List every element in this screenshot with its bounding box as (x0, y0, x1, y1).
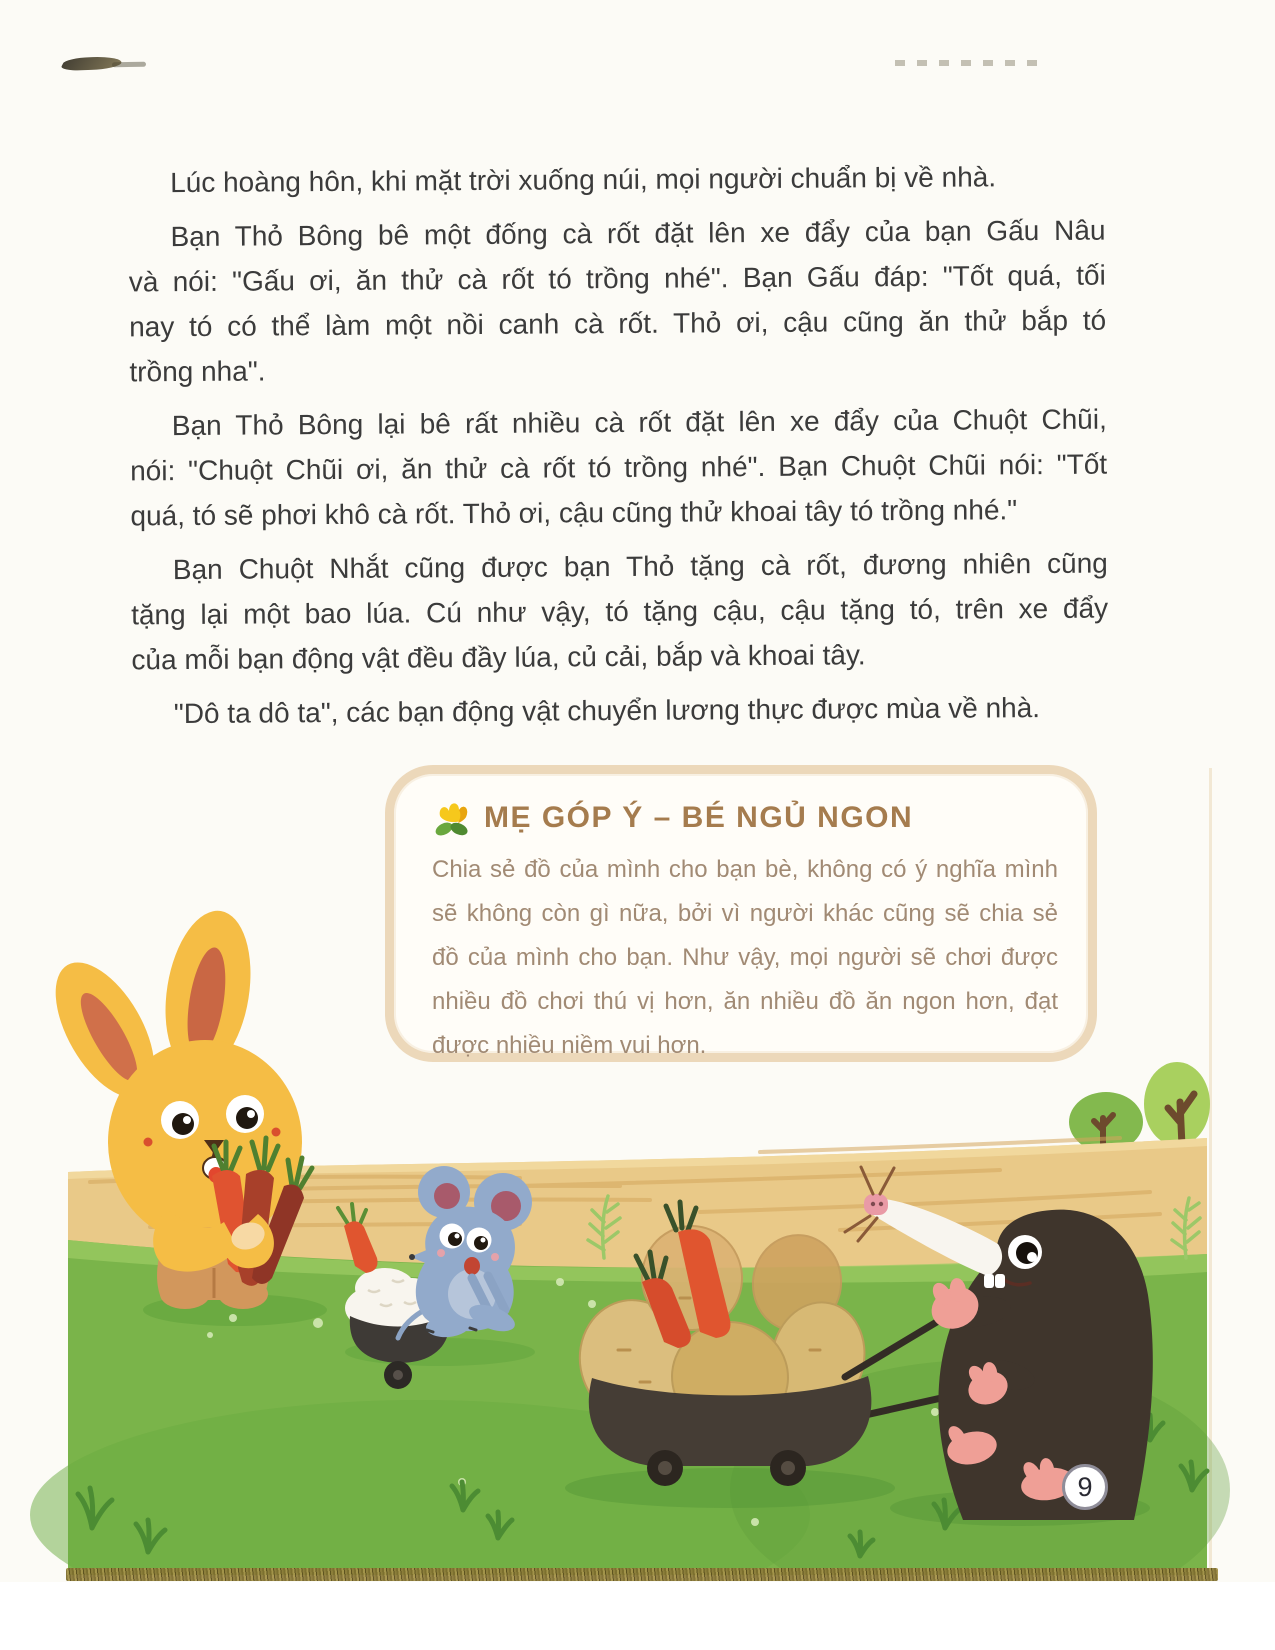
story-paragraph (132, 685, 1109, 737)
story-line: trồng nha". (129, 355, 266, 388)
story-line: Lúc hoàng hôn, khi mặt trời xuống núi, mọi người chuẩn bị về nhà. (170, 161, 997, 199)
advice-line: được nhiều niềm vui hơn. (432, 1032, 707, 1059)
story-line: tặng lại một bao lúa. Cú như vậy, tó tặng cậu, cậu tặng tó, trên xe đẩy (131, 592, 1109, 631)
page-number-badge (1062, 1464, 1108, 1510)
story-line: Bạn Chuột Nhắt cũng được bạn Thỏ tặng cà rốt, đương nhiên cũng (172, 547, 1108, 586)
story-paragraph (130, 397, 1108, 539)
story-line: "Dô ta dô ta", các bạn động vật chuyển lương thực được mùa về nhà. (173, 692, 1041, 730)
advice-line: sẽ không còn gì nữa, bởi vì người khác cũng sẽ chia sẻ (432, 900, 1058, 927)
advice-line: đồ của mình cho bạn. Như vậy, mọi người sẽ chơi được (432, 944, 1058, 971)
scan-background (0, 1582, 1275, 1650)
advice-box-title: MẸ GÓP Ý – BÉ NGỦ NGON (484, 801, 914, 834)
advice-line: nhiều đồ chơi thú vị hơn, ăn nhiều đồ ăn ngon hơn, đạt (432, 988, 1058, 1015)
story-paragraph (128, 208, 1106, 395)
advice-line: Chia sẻ đồ của mình cho bạn bè, không có ý nghĩa mình (432, 856, 1058, 883)
scan-dash-marks (895, 60, 1043, 66)
story-line: của mỗi bạn động vật đều đầy lúa, củ cải, bắp và khoai tây. (131, 639, 866, 676)
advice-box-header (432, 798, 1058, 838)
story-line: nay tó có thể làm một nồi canh cà rốt. Thỏ ơi, cậu cũng ăn thử bắp tó (129, 304, 1107, 343)
story-paragraph (128, 154, 1105, 206)
story-line: Bạn Thỏ Bông lại bê rất nhiều cà rốt đặt lên xe đẩy của Chuột Chũi, (171, 403, 1107, 442)
scan-smudge-tail (112, 62, 146, 68)
story-line: và nói: "Gấu ơi, ăn thử cà rốt tó trồng nhé". Bạn Gấu đáp: "Tốt quá, tối (128, 259, 1106, 298)
tulip-flower-icon (432, 798, 472, 838)
story-line: Bạn Thỏ Bông bê một đống cà rốt đặt lên xe đẩy của bạn Gấu Nâu (170, 214, 1106, 253)
story-line: quá, tó sẽ phơi khô cà rốt. Thỏ ơi, cậu cũng thử khoai tây tó trồng nhé." (130, 494, 1018, 532)
page-number: 9 (1077, 1471, 1093, 1502)
story-paragraph (131, 541, 1109, 683)
story-line: nói: "Chuột Chũi ơi, ăn thử cà rốt tó trồng nhé". Bạn Chuột Chũi nói: "Tốt (130, 448, 1108, 487)
story-text (128, 154, 1109, 746)
stitched-edge-border (66, 1568, 1218, 1581)
